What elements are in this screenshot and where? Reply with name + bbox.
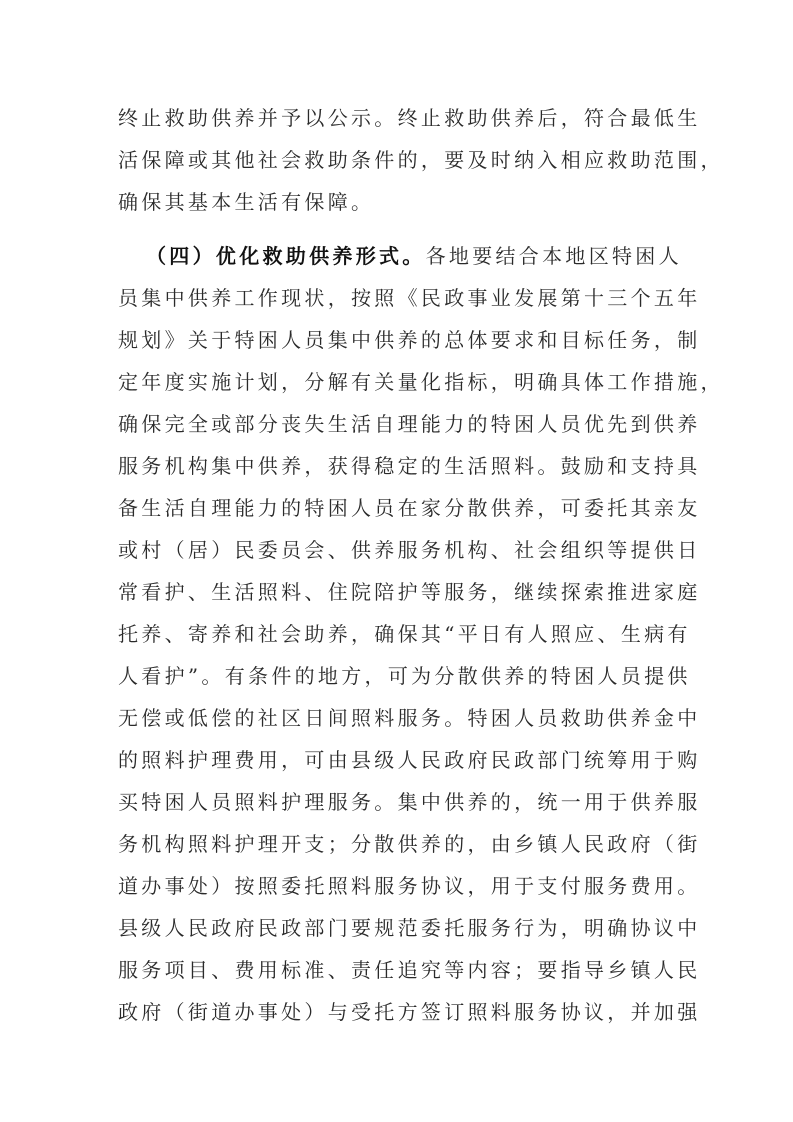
paragraph-2-line-17: 县级人民政府民政部门要规范委托服务行为，明确协议中 bbox=[118, 916, 701, 940]
paragraph-2-line-13: 的照料护理费用，可由县级人民政府民政部门统筹用于购 bbox=[118, 748, 701, 772]
paragraph-2-line-18: 服务项目、费用标准、责任追究等内容；要指导乡镇人民 bbox=[118, 958, 701, 982]
paragraph-2-line-2: 员集中供养工作现状，按照《民政事业发展第十三个五年 bbox=[118, 286, 701, 310]
paragraph-2-line-14: 买特困人员照料护理服务。集中供养的，统一用于供养服 bbox=[118, 790, 701, 814]
paragraph-2-first-line-text: 各地要结合本地区特困人 bbox=[425, 244, 682, 268]
paragraph-2-line-12: 无偿或低偿的社区日间照料服务。特困人员救助供养金中 bbox=[118, 706, 701, 730]
paragraph-1-line-1: 终止救助供养并予以公示。终止救助供养后，符合最低生 bbox=[118, 106, 701, 130]
paragraph-2-line-5: 确保完全或部分丧失生活自理能力的特困人员优先到供养 bbox=[118, 412, 701, 436]
paragraph-2-line-3: 规划》关于特困人员集中供养的总体要求和目标任务，制 bbox=[118, 328, 701, 352]
paragraph-2-line-1 bbox=[146, 240, 682, 272]
paragraph-2-line-6: 服务机构集中供养，获得稳定的生活照料。鼓励和支持具 bbox=[118, 454, 701, 478]
paragraph-2-line-15: 务机构照料护理开支；分散供养的，由乡镇人民政府（街 bbox=[118, 832, 701, 856]
paragraph-2-line-11: 人看护”。有条件的地方，可为分散供养的特困人员提供 bbox=[118, 664, 691, 688]
paragraph-2-line-9: 常看护、生活照料、住院陪护等服务，继续探索推进家庭 bbox=[118, 580, 701, 604]
paragraph-2-line-8: 或村（居）民委员会、供养服务机构、社会组织等提供日 bbox=[118, 538, 701, 562]
paragraph-2-line-10: 托养、寄养和社会助养，确保其“平日有人照应、生病有 bbox=[118, 622, 691, 646]
paragraph-2-line-7: 备生活自理能力的特困人员在家分散供养，可委托其亲友 bbox=[118, 496, 701, 520]
section-heading: （四）优化救助供养形式。 bbox=[146, 244, 426, 268]
paragraph-2-line-16: 道办事处）按照委托照料服务协议，用于支付服务费用。 bbox=[118, 874, 701, 898]
paragraph-2-line-19: 政府（街道办事处）与受托方签订照料服务协议，并加强 bbox=[118, 1000, 701, 1024]
paragraph-1-line-2: 活保障或其他社会救助条件的，要及时纳入相应救助范围， bbox=[118, 148, 724, 172]
paragraph-2-line-4: 定年度实施计划，分解有关量化指标，明确具体工作措施， bbox=[118, 370, 724, 394]
paragraph-1-line-3: 确保其基本生活有保障。 bbox=[118, 190, 375, 214]
